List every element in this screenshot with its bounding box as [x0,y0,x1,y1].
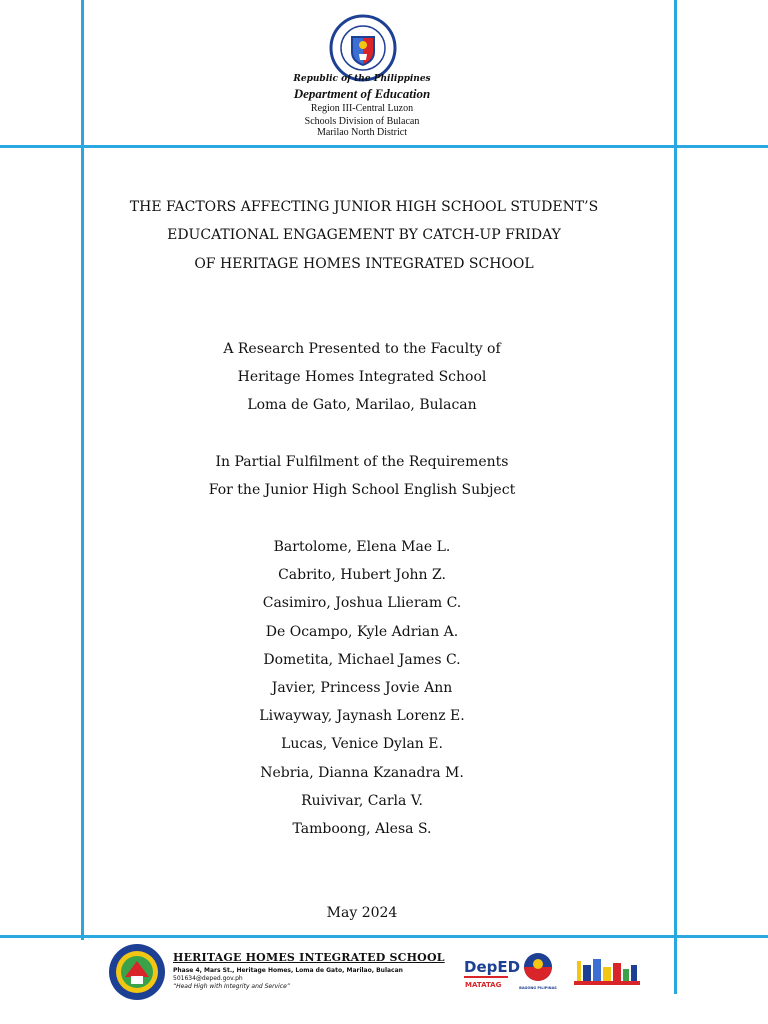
member-name: Casimiro, Joshua Llieram C. [262,595,462,612]
republic-label: Republic of the Philippines [293,74,431,84]
deped-matatag-logo [462,954,521,990]
department-label: Department of Education [293,86,431,101]
fulfilment-line-1: In Partial Fulfilment of the Requirements [215,454,509,470]
member-name: Cabrito, Hubert John Z. [278,567,446,584]
member-name: De Ocampo, Kyle Adrian A. [265,623,459,640]
footer-address: Phase 4, Mars St., Heritage Homes, Loma de Gato, Marilao, Bulacan [173,967,403,974]
title-line-3: OF HERITAGE HOMES INTEGRATED SCHOOL [194,256,534,272]
bagong-pilipinas-logo [518,950,558,992]
bottom-border-line [0,935,768,938]
bagong-logo-text: BAGONG PILIPINAS [519,986,557,990]
school-logo-icon [108,943,166,1001]
member-name: Liwayway, Jaynash Lorenz E. [259,708,465,725]
ipaaralan-logo [574,955,640,987]
fulfilment-line-2: For the Junior High School English Subject [208,482,516,498]
member-name: Dometita, Michael James C. [263,651,461,668]
title-line-1: THE FACTORS AFFECTING JUNIOR HIGH SCHOOL STUDENT’S [129,199,599,215]
member-name: Tamboong, Alesa S. [292,820,432,837]
date-label: May 2024 [326,905,398,921]
matatag-logo-text: MATATAG [465,981,502,989]
division-label: Schools Division of Bulacan [304,116,420,127]
title-line-2: EDUCATIONAL ENGAGEMENT BY CATCH-UP FRIDAY [167,227,561,243]
presentation-line-2: Heritage Homes Integrated School [237,369,487,385]
member-name: Bartolome, Elena Mae L. [273,539,451,555]
presentation-line-1: A Research Presented to the Faculty of [223,341,501,357]
member-list [84,538,640,848]
deped-seal-icon [329,14,397,82]
member-name: Javier, Princess Jovie Ann [271,679,453,696]
footer-motto: “Head High with Integrity and Service” [173,983,290,990]
right-border-line [674,0,677,994]
footer-school-name: HERITAGE HOMES INTEGRATED SCHOOL [173,951,445,964]
footer-email: 501634@deped.gov.ph [173,975,243,982]
top-border-line [0,145,768,148]
member-name: Nebria, Dianna Kzanadra M. [260,764,464,781]
deped-logo-text: DepED [464,958,521,976]
presentation-line-3: Loma de Gato, Marilao, Bulacan [247,397,477,413]
member-name: Lucas, Venice Dylan E. [281,736,443,753]
district-label: Marilao North District [317,127,407,138]
region-label: Region III-Central Luzon [310,103,414,114]
member-name: Ruivivar, Carla V. [301,792,423,809]
